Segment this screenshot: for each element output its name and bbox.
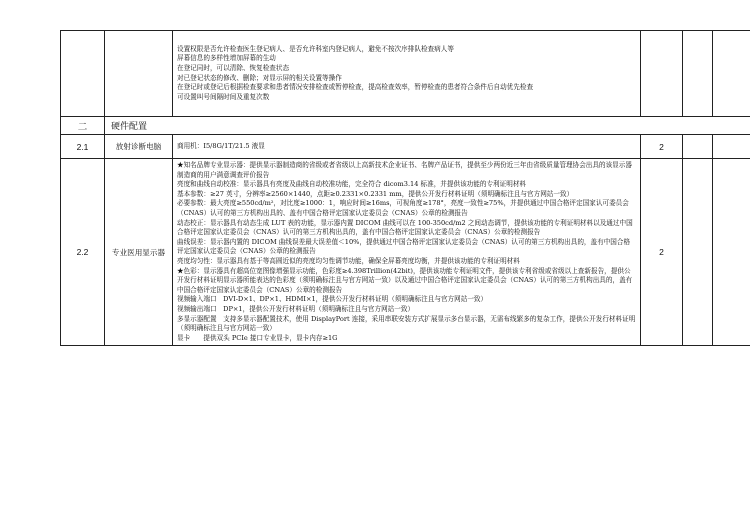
item-name: 放射诊断电脑 — [105, 135, 173, 159]
requirement-line: 在登记时或登记后根据检查要求和患者情况安排检查或暂停检查，提高检查效率，暂停检查的患者符合条件后自动优先检查 — [177, 83, 534, 92]
requirement-line: 商用机：I5/8G/1T/21.5 液显 — [177, 141, 265, 150]
section-title: 硬件配置 — [105, 117, 750, 135]
requirement-line: 在登记同时，可以清除、恢复检查状态 — [177, 63, 290, 72]
section-header-row — [61, 117, 750, 135]
requirement-line: 设置权限是否允许检查医生登记病人、是否允许科室内登记病人，避免不按次序排队检查病人等 — [177, 44, 454, 53]
requirement-line: ★知名品牌专业显示器：提供显示器制造商的省级或者省级以上高新技术企业证书、名牌产品证书，提供至少两份近三年由省级质量管理协会出具的该显示器制造商的用户满意调查评价报告 — [177, 161, 632, 179]
item-name: 专业医用显示器 — [105, 159, 173, 346]
no-cell — [61, 31, 105, 117]
extra-cell — [713, 135, 750, 159]
section-number: 二 — [61, 117, 105, 135]
requirement-line: 必要参数：最大亮度≥550cd/m²，对比度≥1000：1，响应时间≥16ms，可视角度≥178°，亮度一致性≥75%，并提供通过中国合格评定国家认可委员会（CNAS）认可的第三方机构出具的、盖有中国合格评定国家认定委员会（CNAS）公章的检测报告 — [177, 199, 629, 217]
extra-cell — [683, 135, 713, 159]
requirement-line: 屏幕信息的多样性增加屏幕的生动 — [177, 54, 276, 63]
extra-cell — [683, 31, 713, 117]
extra-cell — [683, 159, 713, 346]
item-number: 2.2 — [61, 159, 105, 346]
requirement-line: 可设置叫号间隔时间及重复次数 — [177, 92, 270, 101]
requirement-cell — [173, 31, 641, 117]
item-quantity: 2 — [641, 159, 683, 346]
extra-cell — [713, 31, 750, 117]
specification-table — [60, 30, 750, 346]
table-row — [61, 135, 750, 159]
requirement-line: 多显示器配置 支持多显示器配置技术，使用 DisplayPort 连接，采用串联安装方式扩展显示多台显示器，无需布线繁多的复杂工作，提供公开发行材料证明（须明确标注且与官方网站一致） — [177, 314, 636, 333]
table-row — [61, 159, 750, 346]
requirement-line: 曲线误差：显示器内置的 DICOM 曲线误差最大误差值＜10%，提供通过中国合格评定国家认定委员会（CNAS）认可的第三方机构出具的，盖有中国合格评定国家认定委员会（CNAS）公章的检测报告 — [177, 237, 631, 256]
item-number: 2.1 — [61, 135, 105, 159]
requirement-line: 视频输入端口 DVI-D×1、DP×1、HDMI×1，提供公开发行材料证明（须明确标注且与官方网站一致） — [177, 295, 488, 304]
qty-cell — [641, 31, 683, 117]
requirement-line: 对已登记状态的修改、删除；对显示屏的相关设置等操作 — [177, 73, 342, 82]
requirement-line: 亮度和曲线自动校准：显示器具有亮度及曲线自动校准功能，完全符合 dicom3.14 标准，并提供该功能的专利证明材料 — [177, 180, 527, 189]
requirement-line: 基本参数：≥27 英寸，分辨率≥2560×1440，点距≥0.2331×0.2331 mm，提供公开发行材料证明（须明确标注且与官方网站一致） — [177, 189, 574, 198]
requirement-line: ★色彩：显示器具有超高位宽图像增强显示功能，色彩度≥4.398Trillion(42bit)，提供该功能专利证明文件，提供该专利省级或省级以上查新报告，提供公开发行材料证明显示器所能表达的色彩度（须明确标注且与官方网站一致）以及通过中国合格评定国家认定委员会（CNAS）认可的第三方机构出具的，盖有中国合格评定国家认定委员会（CNAS）公章的检测报告 — [177, 266, 633, 294]
requirement-line: 亮度均匀性：显示器具有基于等高圆近似的亮度均匀性调节功能，确保全屏幕亮度均衡，并提供该功能的专利证明材料 — [177, 256, 520, 265]
extra-cell — [713, 159, 750, 346]
table-row-continued — [61, 31, 750, 117]
item-quantity: 2 — [641, 135, 683, 159]
requirement-cell — [173, 159, 641, 346]
requirement-cell — [173, 135, 641, 159]
requirement-line: 动态校正：显示器具有动态生成 LUT 表的功能，显示器内置 DICOM 曲线可以在 100-350cd/m2 之间动态调节，提供该功能的专利证明材料以及通过中国合格评定国家认定委员会（CNAS）认可的第三方机构出具的，盖有中国合格评定国家认定委员会（CNAS）公章的检测报告 — [177, 218, 633, 237]
requirement-line: 显卡 提供双头 PCIe 接口专业显卡，显卡内存≥1G — [177, 333, 338, 342]
requirement-line: 视频输出端口 DP×1，提供公开发行材料证明（须明确标注且与官方网站一致） — [177, 304, 415, 313]
name-cell — [105, 31, 173, 117]
